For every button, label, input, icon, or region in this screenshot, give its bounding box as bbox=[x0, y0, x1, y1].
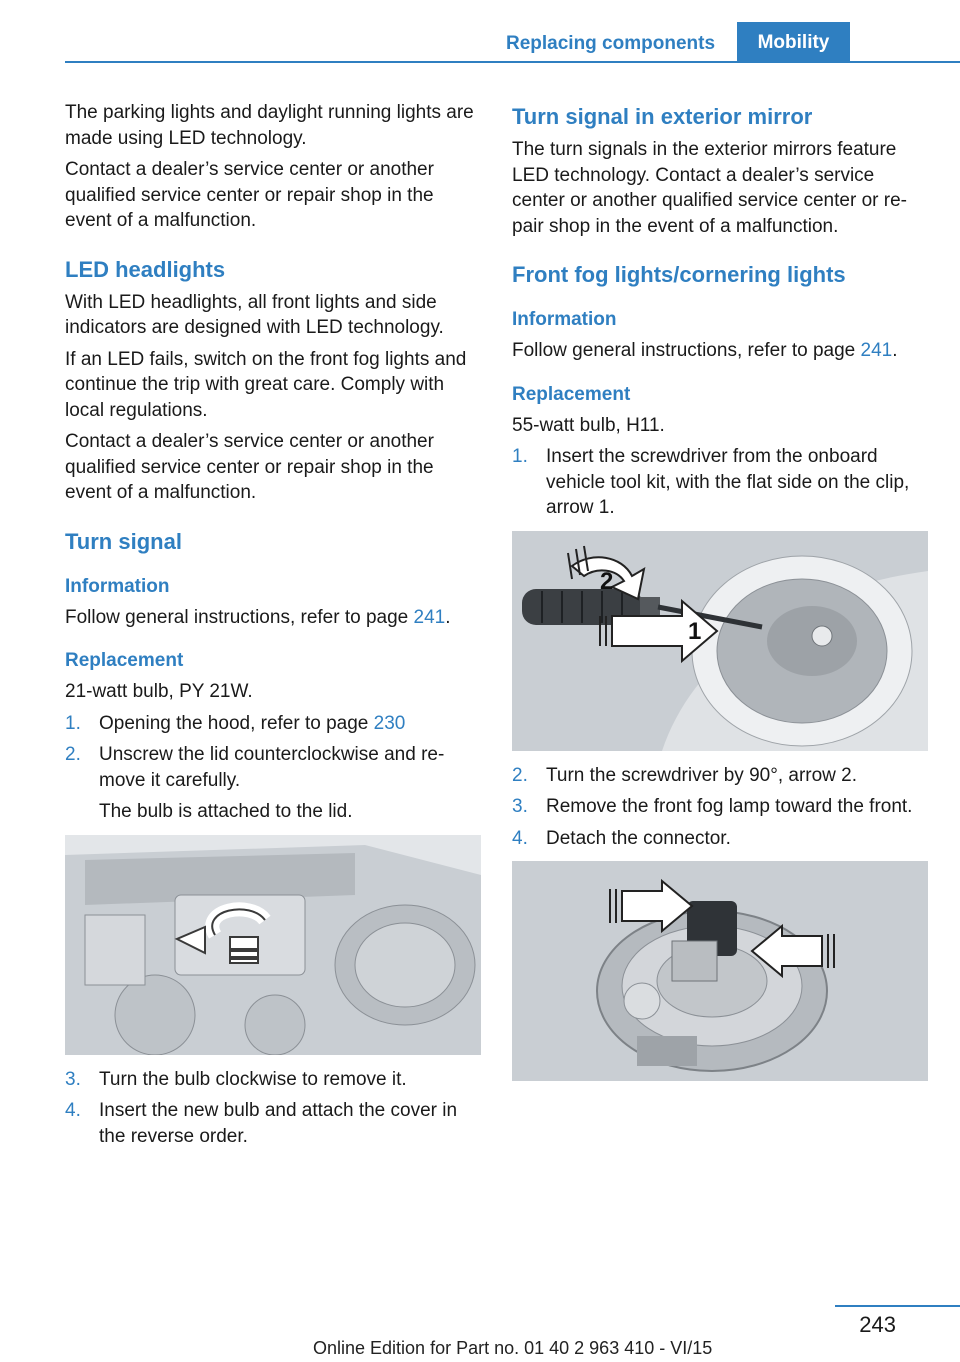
engine-bay-illustration bbox=[65, 835, 481, 1055]
led-paragraph-1: With LED headlights, all front lights and side indicators are designed with LED technology. bbox=[65, 291, 444, 338]
arrow-label-2: 2 bbox=[600, 567, 614, 595]
list-item bbox=[65, 711, 481, 737]
fog-replacement-heading: Replacement bbox=[512, 383, 631, 405]
turn-signal-information-heading: Information bbox=[65, 575, 170, 597]
info-text: Follow general instructions, refer to page bbox=[65, 606, 414, 628]
turn-signal-information-text bbox=[65, 605, 481, 631]
step-text: Detach the connector. bbox=[546, 827, 731, 849]
step-text: Remove the front fog lamp toward the front. bbox=[546, 796, 913, 817]
engine-bay-drawing bbox=[65, 835, 481, 1055]
step-text: Turn the bulb clockwise to remove it. bbox=[99, 1068, 407, 1090]
step-text: Insert the screwdriver from the onboard vehicle tool kit, with the flat side on the clip, arrow 1. bbox=[546, 446, 910, 518]
header-section-label: Replacing components bbox=[505, 33, 716, 54]
intro-paragraph-1: The parking lights and daylight running lights are made using LED technology. bbox=[65, 102, 474, 149]
step-number: 1. bbox=[65, 712, 81, 734]
fog-steps-a bbox=[512, 444, 928, 521]
led-paragraph-3: Contact a dealer’s service center or another qualified service center or repair shop in the event of a malfunction. bbox=[65, 431, 434, 503]
info-text-end: . bbox=[445, 606, 451, 628]
turn-signal-steps-a bbox=[65, 711, 481, 825]
turn-signal-replacement-heading: Replacement bbox=[65, 650, 184, 671]
step-text: Unscrew the lid counterclockwise and remove it carefully. bbox=[99, 744, 445, 791]
header-divider bbox=[65, 61, 960, 63]
arrow-label-1: 1 bbox=[688, 617, 702, 645]
info-text-end: . bbox=[892, 340, 898, 361]
turn-signal-heading: Turn signal bbox=[65, 528, 182, 554]
right-column bbox=[512, 100, 928, 1093]
connector-drawing bbox=[512, 861, 928, 1081]
step-text: Opening the hood, refer to page bbox=[99, 712, 374, 734]
fog-steps-b bbox=[512, 763, 928, 852]
list-item bbox=[512, 444, 928, 521]
screwdriver-drawing bbox=[512, 531, 928, 751]
intro-paragraph-2: Contact a dealer’s service center or another qualified service center or repair shop in the event of a malfunction. bbox=[65, 159, 434, 231]
step-number: 3. bbox=[512, 796, 528, 817]
led-paragraph-2: If an LED fails, switch on the front fog lights and continue the trip with great care. Comply with local regulations. bbox=[65, 348, 467, 421]
step-number: 4. bbox=[512, 827, 528, 849]
list-item bbox=[512, 826, 928, 852]
header-chapter-tab: Mobility bbox=[737, 22, 850, 61]
list-item bbox=[512, 794, 928, 820]
list-item bbox=[512, 763, 928, 789]
list-item bbox=[65, 1067, 481, 1093]
left-column bbox=[65, 100, 481, 1155]
turn-signal-bulb-spec: 21-watt bulb, PY 21W. bbox=[65, 681, 253, 702]
fog-bulb-spec: 55-watt bulb, H11. bbox=[512, 414, 665, 436]
footer-edition-text: Online Edition for Part no. 01 40 2 963 410 - VI/15 bbox=[313, 1338, 713, 1358]
list-item bbox=[65, 742, 481, 825]
step-number: 2. bbox=[65, 744, 81, 765]
led-headlights-heading: LED headlights bbox=[65, 256, 226, 282]
page-number-rule bbox=[835, 1305, 960, 1307]
page-link-241[interactable]: 241 bbox=[860, 340, 893, 361]
mirror-paragraph: The turn signals in the exterior mirrors feature LED technology. Contact a dealer’s service center or another qualified service center or repair shop in the event of a malfunction. bbox=[512, 139, 907, 237]
fog-lamp-connector-illustration bbox=[512, 861, 928, 1081]
info-text: Follow general instructions, refer to page bbox=[512, 340, 861, 361]
list-item bbox=[65, 1098, 481, 1149]
turn-signal-steps-b bbox=[65, 1067, 481, 1150]
fog-lights-heading: Front fog lights/cornering lights bbox=[512, 262, 846, 287]
page-number: 243 bbox=[859, 1312, 896, 1337]
step-number: 4. bbox=[65, 1100, 81, 1121]
step-text: Insert the new bulb and attach the cover in the reverse order. bbox=[99, 1100, 458, 1147]
step-text: Turn the screwdriver by 90°, arrow 2. bbox=[546, 764, 858, 786]
fog-information-text bbox=[512, 338, 928, 364]
mirror-turn-signal-heading: Turn signal in exterior mirror bbox=[512, 104, 813, 129]
screwdriver-fog-light-illustration bbox=[512, 531, 928, 751]
page-link-230[interactable]: 230 bbox=[373, 712, 406, 734]
step-number: 1. bbox=[512, 446, 528, 467]
page-link-241[interactable]: 241 bbox=[413, 606, 446, 628]
step-number: 3. bbox=[65, 1068, 81, 1090]
fog-information-heading: Information bbox=[512, 309, 617, 330]
step-number: 2. bbox=[512, 764, 528, 786]
step-subtext: The bulb is attached to the lid. bbox=[99, 801, 353, 822]
